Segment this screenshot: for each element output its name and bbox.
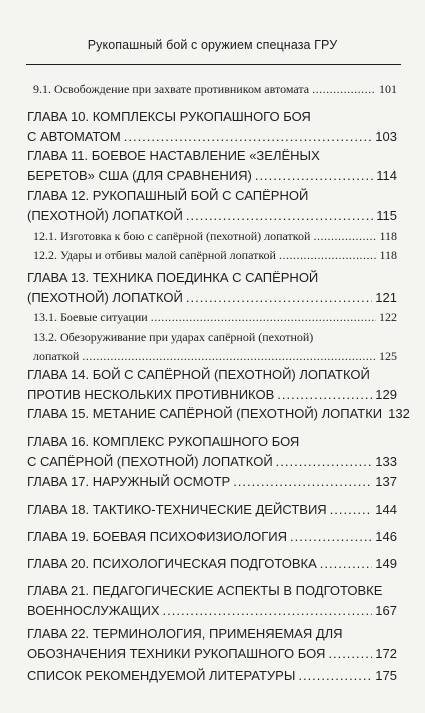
- toc-entry-title: ГЛАВА 21. ПЕДАГОГИЧЕСКИЕ АСПЕКТЫ В ПОДГОТОВКЕ: [27, 583, 383, 598]
- toc-entry-title: ГЛАВА 13. ТЕХНИКА ПОЕДИНКА С САПЁРНОЙ: [27, 270, 319, 285]
- dot-leader: [233, 474, 372, 489]
- running-title: Рукопашный бой с оружием спецназа ГРУ: [87, 38, 338, 52]
- dot-leader: [186, 208, 373, 223]
- toc-page-number: 118: [379, 248, 397, 262]
- toc-entry-title: ГЛАВА 22. ТЕРМИНОЛОГИЯ, ПРИМЕНЯЕМАЯ ДЛЯ: [27, 626, 343, 641]
- toc-entry-title: лопаткой: [33, 349, 80, 363]
- toc-entry-title: ГЛАВА 18. ТАКТИКО-ТЕХНИЧЕСКИЕ ДЕЙСТВИЯ: [27, 502, 327, 517]
- toc-entry-title: ГЛАВА 14. БОЙ С САПЁРНОЙ (ПЕХОТНОЙ) ЛОПАТКОЙ: [27, 367, 370, 382]
- dot-leader: [320, 556, 373, 571]
- toc-entry-title: ГЛАВА 17. НАРУЖНЫЙ ОСМОТР: [27, 474, 231, 489]
- toc-entry-title: ГЛАВА 20. ПСИХОЛОГИЧЕСКАЯ ПОДГОТОВКА: [27, 556, 317, 571]
- toc-entry-title: ПРОТИВ НЕСКОЛЬКИХ ПРОТИВНИКОВ: [27, 387, 275, 402]
- dot-leader: [290, 529, 372, 544]
- toc-entry-title: ГЛАВА 15. МЕТАНИЕ САПЁРНОЙ (ПЕХОТНОЙ) ЛОПАТКИ: [27, 406, 383, 421]
- dot-leader: [328, 646, 372, 661]
- dot-leader: [124, 129, 373, 144]
- toc-page-number: 115: [376, 208, 397, 223]
- toc-page-number: 132: [388, 406, 410, 421]
- toc-page-number: 103: [375, 129, 397, 144]
- toc-entry-title: ОБОЗНАЧЕНИЯ ТЕХНИКИ РУКОПАШНОГО БОЯ: [27, 646, 326, 661]
- toc-entry-title: ГЛАВА 16. КОМПЛЕКС РУКОПАШНОГО БОЯ: [27, 434, 300, 449]
- dot-leader: [151, 310, 376, 325]
- toc-entry-title: СПИСОК РЕКОМЕНДУЕМОЙ ЛИТЕРАТУРЫ: [27, 668, 296, 683]
- toc-entry-title: 13.2. Обезоруживание при ударах сапёрной (пехотной): [33, 330, 314, 344]
- dot-leader: [255, 168, 373, 183]
- toc-entry-title: 12.1. Изготовка к бою с сапёрной (пехотной) лопаткой: [33, 229, 311, 243]
- toc-page-number: 121: [375, 290, 397, 305]
- toc-page-number: 175: [375, 668, 397, 683]
- toc-page-number: 137: [375, 474, 397, 489]
- toc-page-number: 129: [375, 387, 397, 402]
- toc-entry-title: ГЛАВА 11. БОЕВОЕ НАСТАВЛЕНИЕ «ЗЕЛЁНЫХ: [27, 148, 320, 163]
- dot-leader: [279, 248, 376, 263]
- toc-entry-title: ГЛАВА 19. БОЕВАЯ ПСИХОФИЗИОЛОГИЯ: [27, 529, 288, 544]
- toc-page-number: 167: [375, 603, 397, 618]
- dot-leader: [298, 668, 372, 683]
- toc-entry-title: 13.1. Боевые ситуации: [33, 310, 148, 324]
- dot-leader: [276, 454, 373, 469]
- toc-page-number: 149: [375, 556, 397, 571]
- dot-leader: [82, 349, 376, 364]
- toc-page-number: 122: [379, 310, 397, 324]
- dot-leader: [330, 502, 373, 517]
- toc-page-number: 144: [375, 502, 397, 517]
- toc-entry-title: ГЛАВА 10. КОМПЛЕКСЫ РУКОПАШНОГО БОЯ: [27, 109, 311, 124]
- toc-page-number: 146: [375, 529, 397, 544]
- toc-entry-title: С АВТОМАТОМ: [27, 129, 121, 144]
- toc-entry-title: ВОЕННОСЛУЖАЩИХ: [27, 603, 160, 618]
- toc-entry-title: С САПЁРНОЙ (ПЕХОТНОЙ) ЛОПАТКОЙ: [27, 454, 273, 469]
- dot-leader: [312, 82, 376, 97]
- toc-entry-title: ГЛАВА 12. РУКОПАШНЫЙ БОЙ С САПЁРНОЙ: [27, 188, 309, 203]
- toc-entry-title: (ПЕХОТНОЙ) ЛОПАТКОЙ: [27, 208, 183, 223]
- toc-page-number: 125: [379, 349, 397, 363]
- toc-page-number: 133: [375, 454, 397, 469]
- toc-page-number: 118: [379, 229, 397, 243]
- toc-entry-title: 9.1. Освобождение при захвате противником автомата: [33, 82, 310, 96]
- dot-leader: [186, 290, 372, 305]
- toc-page-number: 101: [379, 82, 397, 96]
- toc-entry-title: БЕРЕТОВ» США (ДЛЯ СРАВНЕНИЯ): [27, 168, 252, 183]
- toc-page-number: 172: [375, 646, 397, 661]
- toc-entry-title: (ПЕХОТНОЙ) ЛОПАТКОЙ: [27, 290, 183, 305]
- dot-leader: [163, 603, 373, 618]
- toc-page-number: 114: [376, 168, 397, 183]
- dot-leader: [313, 229, 376, 244]
- dot-leader: [277, 387, 372, 402]
- toc-entry-title: 12.2. Удары и отбивы малой сапёрной лопаткой: [33, 248, 276, 262]
